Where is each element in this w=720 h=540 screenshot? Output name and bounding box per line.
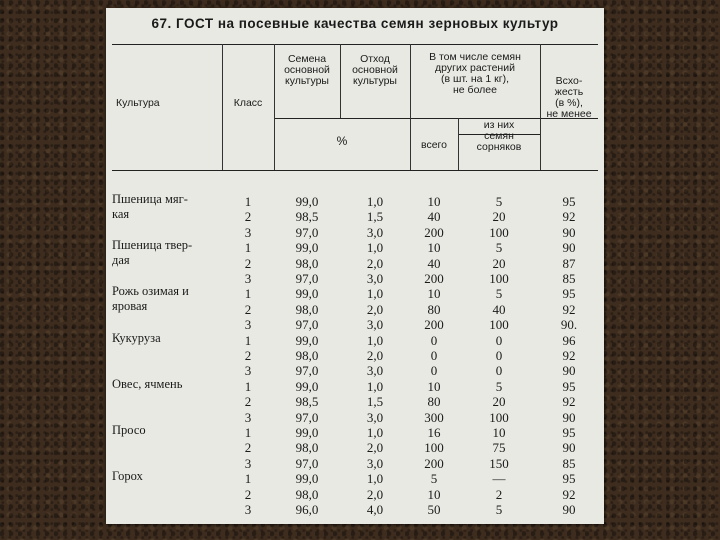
header-class: Класс [233, 97, 263, 109]
cell-germination: 95 [562, 378, 576, 394]
cell-seeds: 99,0 [295, 378, 319, 394]
cell-total: 50 [427, 502, 441, 517]
cell-waste: 3,0 [366, 363, 384, 379]
cell-germination: 90 [562, 363, 576, 379]
cell-total: 10 [427, 378, 441, 394]
cell-weeds: 5 [495, 286, 503, 302]
cell-weeds: 75 [492, 440, 506, 456]
cell-total: 10 [427, 194, 441, 209]
cell-seeds: 99,0 [295, 425, 319, 440]
table-row [106, 209, 604, 225]
cell-class: 3 [244, 317, 252, 333]
cell-total: 10 [427, 486, 441, 502]
cell-weeds: 100 [489, 224, 509, 240]
cell-waste: 1,0 [366, 286, 384, 302]
cell-class: 2 [244, 394, 252, 410]
table-title: 67. ГОСТ на посевные качества семян зерновых культур [151, 16, 559, 31]
cell-seeds: 99,0 [295, 286, 319, 302]
cell-germination: 92 [562, 301, 576, 317]
cell-waste: 1,0 [366, 378, 384, 394]
table-row [106, 487, 604, 503]
cell-germination: 85 [562, 455, 576, 471]
crop-name: Пшеница мяг- кая [112, 192, 188, 221]
table-row [106, 194, 604, 210]
cell-weeds: 20 [492, 394, 506, 410]
cell-waste: 1,0 [366, 471, 384, 487]
cell-waste: 2,0 [366, 348, 384, 363]
cell-waste: 2,0 [366, 301, 384, 317]
cell-seeds: 96,0 [295, 502, 319, 517]
header-total: всего [421, 139, 447, 151]
cell-seeds: 97,0 [295, 455, 319, 471]
cell-weeds: 5 [495, 378, 503, 394]
cell-germination: 92 [562, 209, 576, 225]
cell-weeds: 100 [489, 409, 509, 425]
cell-seeds: 97,0 [295, 409, 319, 425]
table-row [106, 440, 604, 456]
cell-germination: 95 [562, 425, 576, 440]
header-weeds: из них семян сорняков [476, 119, 522, 153]
cell-waste: 1,5 [366, 394, 384, 410]
cell-total: 80 [427, 394, 441, 410]
table-row [106, 425, 604, 441]
cell-class: 3 [244, 271, 252, 286]
cell-germination: 92 [562, 394, 576, 410]
cell-total: 0 [430, 348, 438, 363]
cell-weeds: 20 [492, 209, 506, 225]
cell-total: 16 [427, 425, 441, 440]
cell-seeds: 97,0 [295, 224, 319, 240]
cell-seeds: 99,0 [295, 240, 319, 256]
cell-weeds: 0 [495, 348, 503, 363]
header-waste-main: Отход основной культуры [352, 53, 398, 87]
cell-seeds: 98,0 [295, 486, 319, 502]
cell-class: 2 [244, 486, 252, 502]
cell-germination: 90 [562, 440, 576, 456]
table-row [106, 302, 604, 318]
cell-waste: 2,0 [366, 440, 384, 456]
cell-germination: 90 [562, 224, 576, 240]
crop-name: Просо [112, 423, 146, 437]
cell-total: 40 [427, 209, 441, 225]
crop-name: Рожь озимая и яровая [112, 284, 189, 314]
cell-seeds: 97,0 [295, 271, 319, 286]
document-page [106, 8, 604, 524]
cell-total: 100 [424, 440, 444, 456]
cell-seeds: 99,0 [295, 332, 319, 348]
cell-waste: 3,0 [366, 455, 384, 471]
table-row [106, 394, 604, 410]
table-row [106, 286, 604, 302]
cell-seeds: 97,0 [295, 363, 319, 379]
crop-name: Горох [112, 469, 143, 484]
cell-weeds: 20 [492, 255, 506, 271]
cell-germination: 90 [562, 409, 576, 425]
cell-waste: 1,0 [366, 332, 384, 348]
cell-weeds: 5 [495, 502, 503, 517]
header-crop: Культура [116, 97, 160, 109]
cell-weeds: 100 [489, 271, 509, 286]
cell-class: 2 [244, 348, 252, 363]
cell-weeds: 40 [492, 301, 506, 317]
cell-germination: 87 [562, 255, 576, 271]
table-row [106, 240, 604, 256]
cell-waste: 2,0 [366, 486, 384, 502]
header-top-rule [112, 44, 598, 45]
cell-class: 2 [244, 440, 252, 456]
cell-weeds: 5 [495, 240, 503, 256]
cell-waste: 1,0 [366, 240, 384, 256]
header-percent: % [336, 134, 348, 148]
cell-germination: 90 [562, 240, 576, 256]
cell-germination: 90. [560, 317, 578, 333]
cell-germination: 90 [562, 502, 576, 517]
header-other-seeds: В том числе семян других растений (в шт. на 1 кг), не более [429, 51, 521, 96]
cell-waste: 3,0 [366, 409, 384, 425]
cell-class: 3 [244, 409, 252, 425]
crop-name: Пшеница твер- дая [112, 238, 193, 268]
cell-class: 1 [244, 240, 252, 256]
cell-class: 3 [244, 363, 252, 379]
cell-class: 3 [244, 455, 252, 471]
cell-germination: 95 [562, 286, 576, 302]
table-row [106, 376, 604, 395]
cell-seeds: 98,0 [295, 301, 319, 317]
cell-total: 80 [427, 301, 441, 317]
table-row [106, 330, 604, 349]
header-seeds-main: Семена основной культуры [284, 53, 330, 87]
cell-waste: 3,0 [366, 224, 384, 240]
cell-waste: 2,0 [366, 255, 384, 271]
cell-class: 2 [244, 209, 252, 225]
cell-class: 1 [244, 332, 252, 348]
cell-weeds: 5 [495, 194, 503, 209]
table-row [106, 502, 604, 518]
cell-germination: 96 [562, 332, 576, 348]
cell-total: 40 [427, 255, 441, 271]
cell-waste: 1,0 [366, 425, 384, 440]
cell-class: 1 [244, 425, 252, 440]
cell-total: 300 [424, 409, 444, 425]
cell-total: 200 [424, 224, 444, 240]
cell-germination: 92 [562, 348, 576, 363]
table-row [106, 348, 604, 364]
cell-class: 1 [244, 471, 252, 487]
crop-name: Овес, ячмень [112, 376, 183, 391]
cell-weeds: 150 [489, 455, 509, 471]
header-bottom-rule [112, 170, 598, 171]
cell-class: 3 [244, 502, 252, 517]
cell-waste: 1,0 [366, 194, 384, 209]
cell-seeds: 99,0 [295, 471, 319, 487]
cell-weeds: 10 [492, 425, 506, 440]
cell-seeds: 97,0 [295, 317, 319, 333]
cell-germination: 95 [562, 471, 576, 487]
cell-total: 0 [430, 363, 438, 379]
cell-class: 1 [244, 286, 252, 302]
cell-waste: 3,0 [366, 271, 384, 286]
cell-total: 200 [424, 317, 444, 333]
cell-seeds: 98,0 [295, 348, 319, 363]
cell-seeds: 98,5 [295, 394, 319, 410]
cell-weeds: 0 [495, 363, 503, 379]
cell-seeds: 98,0 [295, 440, 319, 456]
cell-class: 1 [244, 378, 252, 394]
cell-total: 5 [430, 471, 438, 487]
cell-waste: 4,0 [366, 502, 384, 517]
header-germination: Всхо- жесть (в %), не менее [546, 75, 592, 120]
cell-germination: 95 [562, 194, 576, 209]
cell-class: 3 [244, 224, 252, 240]
cell-waste: 1,5 [366, 209, 384, 225]
cell-class: 2 [244, 301, 252, 317]
cell-class: 1 [244, 194, 252, 209]
cell-waste: 3,0 [366, 317, 384, 333]
table-row [106, 256, 604, 272]
cell-total: 200 [424, 455, 444, 471]
cell-total: 10 [427, 240, 441, 256]
cell-class: 2 [244, 255, 252, 271]
cell-germination: 92 [562, 486, 576, 502]
cell-weeds: 0 [495, 332, 503, 348]
cell-weeds: 100 [489, 317, 509, 333]
cell-total: 10 [427, 286, 441, 302]
cell-weeds: 2 [495, 486, 503, 502]
cell-seeds: 99,0 [295, 194, 319, 209]
crop-name: Кукуруза [112, 330, 161, 345]
table-row [106, 471, 604, 487]
cell-total: 200 [424, 271, 444, 286]
cell-total: 0 [430, 332, 438, 348]
cell-weeds: — [492, 471, 506, 487]
cell-seeds: 98,0 [295, 255, 319, 271]
cell-seeds: 98,5 [295, 209, 319, 225]
cell-germination: 85 [562, 271, 576, 286]
